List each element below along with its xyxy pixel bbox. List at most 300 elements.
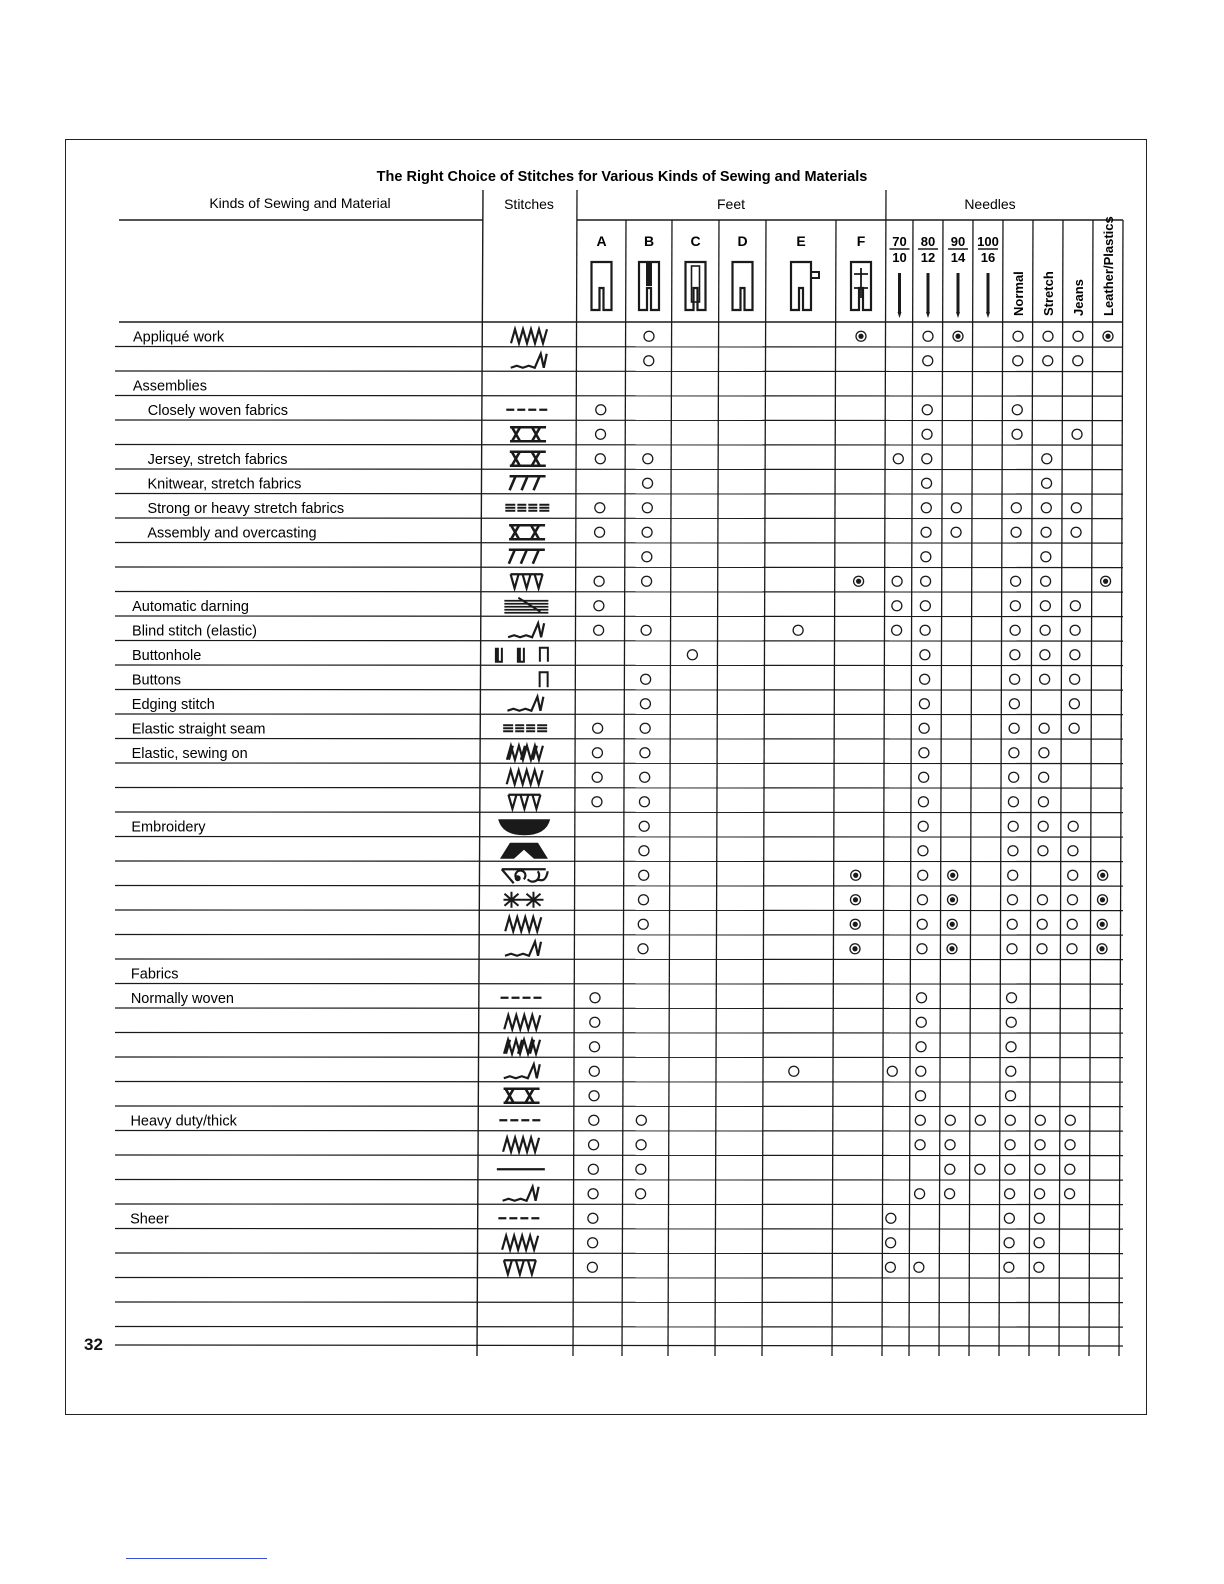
open-circle-mark	[918, 821, 928, 831]
row-rule	[115, 567, 1123, 568]
open-circle-mark	[1006, 1017, 1016, 1027]
row-rule	[115, 1327, 1123, 1328]
open-circle-mark	[1007, 944, 1017, 954]
stitch-zigzag-icon	[502, 1236, 538, 1250]
open-circle-mark	[922, 405, 932, 415]
open-circle-mark	[923, 356, 933, 366]
open-circle-mark	[951, 527, 961, 537]
open-circle-mark	[595, 527, 605, 537]
open-circle-mark	[1010, 625, 1020, 635]
filled-circle-dot	[955, 334, 960, 339]
row-label: Jersey, stretch fabrics	[147, 451, 288, 468]
filled-circle-dot	[853, 897, 858, 902]
open-circle-mark	[1067, 944, 1077, 954]
row-label: Strong or heavy stretch fabrics	[147, 500, 345, 517]
filled-circle-dot	[950, 873, 955, 878]
open-circle-mark	[1037, 944, 1047, 954]
open-circle-mark	[1069, 723, 1079, 733]
open-circle-mark	[1006, 1066, 1016, 1076]
open-circle-mark	[917, 919, 927, 929]
open-circle-mark	[639, 821, 649, 831]
open-circle-mark	[945, 1164, 955, 1174]
open-circle-mark	[642, 552, 652, 562]
row-label: Knitwear, stretch fabrics	[147, 476, 302, 493]
open-circle-mark	[1005, 1115, 1015, 1125]
row-label: Automatic darning	[132, 598, 249, 615]
bottom-rule	[115, 1345, 1123, 1346]
row-rule	[115, 910, 1123, 911]
open-circle-mark	[1040, 674, 1050, 684]
row-rule	[115, 812, 1123, 813]
stitch-blind-icon	[505, 942, 541, 956]
open-circle-mark	[594, 576, 604, 586]
stitch-bowl-icon	[498, 819, 550, 835]
open-circle-mark	[640, 723, 650, 733]
open-circle-mark	[1042, 454, 1052, 464]
open-circle-mark	[1035, 1164, 1045, 1174]
row-rule	[115, 1008, 1123, 1009]
open-circle-mark	[1073, 356, 1083, 366]
open-circle-mark	[1041, 552, 1051, 562]
open-circle-mark	[921, 576, 931, 586]
row-rule	[115, 469, 1123, 470]
open-circle-mark	[1008, 870, 1018, 880]
open-circle-mark	[595, 454, 605, 464]
open-circle-mark	[1004, 1262, 1014, 1272]
row-rule	[115, 616, 1123, 617]
open-circle-mark	[639, 797, 649, 807]
stitch-blind-icon	[511, 354, 547, 368]
open-circle-mark	[1034, 1213, 1044, 1223]
open-circle-mark	[638, 944, 648, 954]
needle-size-top: 90	[950, 234, 966, 249]
column-divider	[882, 190, 886, 1356]
open-circle-mark	[640, 772, 650, 782]
stitch-vvv-icon	[511, 574, 543, 588]
header-kinds: Kinds of Sewing and Material	[209, 195, 391, 211]
open-circle-mark	[893, 454, 903, 464]
presser-foot-d-icon	[733, 262, 753, 310]
open-circle-mark	[1040, 650, 1050, 660]
open-circle-mark	[886, 1238, 896, 1248]
open-circle-mark	[1040, 625, 1050, 635]
open-circle-mark	[885, 1262, 895, 1272]
open-circle-mark	[596, 405, 606, 415]
open-circle-mark	[1043, 356, 1053, 366]
filled-circle-dot	[949, 946, 954, 951]
needle-type-normal: Normal	[1011, 271, 1026, 316]
open-circle-mark	[1071, 503, 1081, 513]
row-rule	[115, 886, 1123, 887]
open-circle-mark	[919, 748, 929, 758]
open-circle-mark	[643, 478, 653, 488]
row-rule	[115, 1180, 1123, 1181]
open-circle-mark	[642, 576, 652, 586]
needle-size-top: 100	[977, 234, 999, 249]
open-circle-mark	[1010, 650, 1020, 660]
stitch-blind-icon	[504, 1064, 540, 1078]
open-circle-mark	[923, 331, 933, 341]
open-circle-mark	[916, 1091, 926, 1101]
open-circle-mark	[920, 601, 930, 611]
presser-foot-f-icon	[851, 262, 871, 310]
filled-circle-dot	[852, 946, 857, 951]
open-circle-mark	[915, 1115, 925, 1125]
open-circle-mark	[1009, 748, 1019, 758]
open-circle-mark	[1009, 699, 1019, 709]
open-circle-mark	[917, 895, 927, 905]
row-label: Assembly and overcasting	[147, 525, 317, 542]
open-circle-mark	[589, 1066, 599, 1076]
open-circle-mark	[1070, 650, 1080, 660]
open-circle-mark	[1034, 1238, 1044, 1248]
stitch-overlock-icon	[510, 452, 546, 466]
row-rule	[115, 396, 1123, 397]
open-circle-mark	[918, 846, 928, 856]
needle-type-jeans: Jeans	[1071, 279, 1086, 316]
row-rule	[115, 1204, 1123, 1205]
filled-circle-dot	[1100, 897, 1105, 902]
open-circle-mark	[644, 356, 654, 366]
open-circle-mark	[638, 919, 648, 929]
open-circle-mark	[1068, 870, 1078, 880]
open-circle-mark	[1011, 576, 1021, 586]
open-circle-mark	[922, 478, 932, 488]
open-circle-mark	[1010, 601, 1020, 611]
open-circle-mark	[1041, 503, 1051, 513]
open-circle-mark	[1035, 1189, 1045, 1199]
open-circle-mark	[1067, 895, 1077, 905]
row-rule	[115, 641, 1123, 642]
open-circle-mark	[917, 993, 927, 1003]
open-circle-mark	[1072, 429, 1082, 439]
presser-foot-c-icon	[686, 262, 706, 310]
stitch-vvv-icon	[504, 1260, 536, 1274]
open-circle-mark	[921, 503, 931, 513]
open-circle-mark	[914, 1262, 924, 1272]
row-rule	[115, 714, 1123, 715]
filled-circle-dot	[950, 897, 955, 902]
open-circle-mark	[920, 625, 930, 635]
open-circle-mark	[636, 1140, 646, 1150]
needle-type-stretch: Stretch	[1041, 271, 1056, 316]
open-circle-mark	[1070, 625, 1080, 635]
stitch-zigzag3-icon	[504, 1040, 540, 1054]
open-circle-mark	[588, 1189, 598, 1199]
open-circle-mark	[588, 1238, 598, 1248]
row-rule	[115, 665, 1123, 666]
open-circle-mark	[1013, 331, 1023, 341]
open-circle-mark	[892, 576, 902, 586]
open-circle-mark	[1041, 576, 1051, 586]
row-rule	[115, 1253, 1123, 1254]
open-circle-mark	[916, 1066, 926, 1076]
stitch-overlock-icon	[510, 427, 546, 441]
open-circle-mark	[1038, 797, 1048, 807]
open-circle-mark	[1039, 723, 1049, 733]
header-needles: Needles	[964, 196, 1016, 212]
needle-icon	[956, 273, 960, 318]
open-circle-mark	[887, 1066, 897, 1076]
open-circle-mark	[590, 1017, 600, 1027]
open-circle-mark	[916, 1042, 926, 1052]
needle-size-top: 70	[892, 234, 907, 249]
open-circle-mark	[1006, 1091, 1016, 1101]
row-rule	[115, 494, 1123, 495]
needle-icon	[898, 273, 902, 318]
needle-type-leather-plastics: Leather/Plastics	[1101, 216, 1116, 316]
stitch-buttonhole-icon	[496, 648, 548, 662]
stitch-slant-icon	[509, 550, 545, 564]
needle-size-bottom: 14	[950, 250, 966, 265]
open-circle-mark	[639, 846, 649, 856]
open-circle-mark	[920, 650, 930, 660]
open-circle-mark	[594, 601, 604, 611]
row-label: Buttons	[131, 672, 182, 689]
open-circle-mark	[1007, 895, 1017, 905]
open-circle-mark	[1035, 1115, 1045, 1125]
header-feet: Feet	[716, 196, 746, 212]
open-circle-mark	[918, 797, 928, 807]
stitch-scroll-icon	[502, 869, 548, 883]
column-divider	[477, 190, 483, 1356]
open-circle-mark	[1037, 895, 1047, 905]
open-circle-mark	[641, 674, 651, 684]
open-circle-mark	[1070, 674, 1080, 684]
open-circle-mark	[922, 454, 932, 464]
open-circle-mark	[1007, 993, 1017, 1003]
row-label: Edging stitch	[131, 696, 215, 713]
open-circle-mark	[1008, 797, 1018, 807]
stitch-star-icon	[503, 892, 543, 908]
row-label: Normally woven	[130, 990, 234, 1007]
open-circle-mark	[916, 1017, 926, 1027]
row-rule	[115, 1057, 1123, 1058]
open-circle-mark	[1040, 601, 1050, 611]
open-circle-mark	[593, 723, 603, 733]
open-circle-mark	[642, 527, 652, 537]
open-circle-mark	[1013, 356, 1023, 366]
stitch-overlock-icon	[504, 1089, 540, 1103]
open-circle-mark	[592, 748, 602, 758]
row-rule	[115, 518, 1123, 519]
stitch-blind-icon	[508, 623, 544, 637]
open-circle-mark	[919, 772, 929, 782]
row-label: Elastic, sewing on	[131, 745, 248, 762]
open-circle-mark	[975, 1115, 985, 1125]
stitch-zigzag-icon	[507, 770, 543, 784]
open-circle-mark	[892, 601, 902, 611]
needle-size-top: 80	[920, 234, 936, 249]
open-circle-mark	[1006, 1042, 1016, 1052]
open-circle-mark	[589, 1140, 599, 1150]
foot-letter-e: E	[796, 233, 806, 249]
row-rule	[115, 959, 1123, 960]
stitch-zigzag3-icon	[507, 746, 543, 760]
row-rule	[115, 1229, 1123, 1230]
row-rule	[115, 861, 1123, 862]
open-circle-mark	[644, 331, 654, 341]
stitch-zigzag-icon	[511, 329, 547, 343]
open-circle-mark	[642, 503, 652, 513]
stitch-trapezoid-icon	[500, 843, 548, 859]
filled-circle-dot	[1100, 922, 1105, 927]
open-circle-mark	[1035, 1140, 1045, 1150]
stitch-slant-icon	[510, 476, 546, 490]
open-circle-mark	[917, 944, 927, 954]
open-circle-mark	[1065, 1115, 1075, 1125]
open-circle-mark	[1039, 772, 1049, 782]
open-circle-mark	[1005, 1189, 1015, 1199]
open-circle-mark	[596, 429, 606, 439]
row-rule	[115, 788, 1123, 789]
open-circle-mark	[1008, 821, 1018, 831]
stitch-button-icon	[540, 672, 548, 687]
open-circle-mark	[643, 454, 653, 464]
row-rule	[115, 1033, 1123, 1034]
open-circle-mark	[592, 772, 602, 782]
foot-letter-d: D	[737, 233, 748, 249]
row-rule	[115, 371, 1123, 372]
column-divider	[573, 190, 577, 1356]
open-circle-mark	[1037, 919, 1047, 929]
open-circle-mark	[1038, 821, 1048, 831]
needle-size-bottom: 12	[920, 250, 936, 265]
presser-foot-e-icon	[791, 262, 819, 310]
row-rule	[115, 1155, 1123, 1156]
needle-size-bottom: 10	[892, 250, 907, 265]
open-circle-mark	[1067, 919, 1077, 929]
needle-size-bottom: 16	[980, 250, 996, 265]
filled-circle-dot	[853, 873, 858, 878]
open-circle-mark	[1012, 429, 1022, 439]
open-circle-mark	[1041, 527, 1051, 537]
open-circle-mark	[636, 1164, 646, 1174]
open-circle-mark	[1008, 846, 1018, 856]
open-circle-mark	[789, 1066, 799, 1076]
row-label: Assemblies	[132, 378, 207, 395]
open-circle-mark	[1011, 503, 1021, 513]
open-circle-mark	[1012, 405, 1022, 415]
row-label: Heavy duty/thick	[130, 1113, 237, 1130]
needle-icon	[986, 273, 990, 318]
open-circle-mark	[1005, 1164, 1015, 1174]
open-circle-mark	[640, 748, 650, 758]
stitch-darn-icon	[504, 598, 548, 613]
row-rule	[115, 837, 1123, 838]
open-circle-mark	[1068, 821, 1078, 831]
open-circle-mark	[1065, 1189, 1075, 1199]
open-circle-mark	[1070, 601, 1080, 611]
open-circle-mark	[589, 1115, 599, 1125]
open-circle-mark	[638, 895, 648, 905]
stitch-zigzag-icon	[503, 1138, 539, 1152]
open-circle-mark	[687, 650, 697, 660]
open-circle-mark	[945, 1140, 955, 1150]
row-rule	[115, 984, 1123, 985]
row-label: Closely woven fabrics	[147, 402, 288, 419]
stitch-zigzag-icon	[504, 1015, 540, 1029]
row-rule	[115, 763, 1123, 764]
row-rule	[115, 543, 1123, 544]
row-label: Appliqué work	[133, 329, 225, 346]
open-circle-mark	[589, 1091, 599, 1101]
table-title: The Right Choice of Stitches for Various Kinds of Sewing and Materials	[376, 169, 868, 185]
row-label: Buttonhole	[131, 647, 202, 664]
open-circle-mark	[1065, 1140, 1075, 1150]
open-circle-mark	[793, 625, 803, 635]
presser-foot-b-icon	[639, 262, 659, 310]
row-rule	[115, 1082, 1123, 1083]
filled-circle-dot	[950, 922, 955, 927]
stitch-overlock-icon	[509, 525, 545, 539]
open-circle-mark	[588, 1213, 598, 1223]
row-label: Elastic straight seam	[131, 721, 266, 738]
open-circle-mark	[921, 552, 931, 562]
filled-circle-dot	[856, 579, 861, 584]
foot-letter-c: C	[690, 233, 701, 249]
row-rule	[115, 935, 1123, 936]
open-circle-mark	[945, 1189, 955, 1199]
row-label: Fabrics	[130, 966, 179, 983]
filled-circle-dot	[858, 334, 863, 339]
open-circle-mark	[1005, 1140, 1015, 1150]
open-circle-mark	[594, 625, 604, 635]
row-rule	[115, 420, 1123, 421]
open-circle-mark	[1039, 748, 1049, 758]
open-circle-mark	[886, 1213, 896, 1223]
filled-circle-dot	[1103, 579, 1108, 584]
open-circle-mark	[1065, 1164, 1075, 1174]
open-circle-mark	[975, 1164, 985, 1174]
open-circle-mark	[639, 870, 649, 880]
filled-circle-dot	[1100, 873, 1105, 878]
foot-letter-a: A	[596, 233, 607, 249]
open-circle-mark	[915, 1140, 925, 1150]
presser-foot-a-icon	[592, 262, 612, 310]
stitch-vvv-icon	[508, 795, 540, 809]
foot-letter-b: B	[643, 233, 655, 249]
stitch-triple-icon	[503, 723, 547, 733]
row-rule	[115, 1106, 1123, 1107]
open-circle-mark	[1071, 527, 1081, 537]
open-circle-mark	[1069, 699, 1079, 709]
open-circle-mark	[892, 625, 902, 635]
open-circle-mark	[592, 797, 602, 807]
filled-circle-dot	[1105, 334, 1110, 339]
row-rule	[115, 690, 1123, 691]
open-circle-mark	[1007, 919, 1017, 929]
open-circle-mark	[1034, 1262, 1044, 1272]
open-circle-mark	[921, 527, 931, 537]
open-circle-mark	[590, 1042, 600, 1052]
open-circle-mark	[641, 625, 651, 635]
open-circle-mark	[587, 1262, 597, 1272]
needle-icon	[926, 273, 930, 318]
filled-circle-dot	[853, 922, 858, 927]
row-label: Blind stitch (elastic)	[132, 623, 257, 640]
open-circle-mark	[918, 870, 928, 880]
open-circle-mark	[636, 1189, 646, 1199]
filled-circle-dot	[1099, 946, 1104, 951]
open-circle-mark	[636, 1115, 646, 1125]
open-circle-mark	[920, 674, 930, 684]
row-rule	[115, 445, 1123, 446]
open-circle-mark	[919, 699, 929, 709]
open-circle-mark	[1068, 846, 1078, 856]
stitch-triple-icon	[505, 503, 549, 513]
open-circle-mark	[640, 699, 650, 709]
